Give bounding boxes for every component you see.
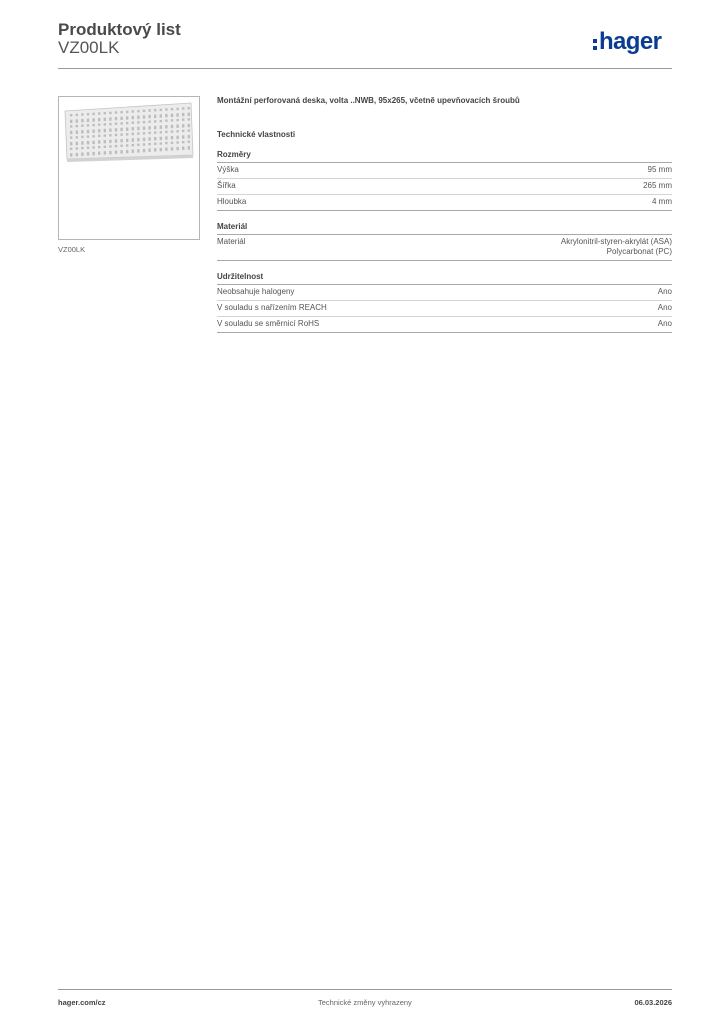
- page-title: Produktový list: [58, 20, 181, 39]
- hager-logo: [593, 28, 661, 56]
- spec-label: Materiál: [217, 237, 246, 246]
- technical-heading: Technické vlastnosti: [217, 130, 296, 139]
- spec-row: [217, 301, 672, 317]
- spec-value: Ano: [657, 287, 672, 296]
- section-title: Rozměry: [217, 150, 672, 163]
- spec-value: 95 mm: [647, 165, 672, 174]
- spec-value-line: Polycarbonat (PC): [606, 247, 672, 256]
- spec-row: [217, 195, 672, 211]
- section-title: Udržitelnost: [217, 272, 672, 285]
- section-title: Materiál: [217, 222, 672, 235]
- spec-row: [217, 235, 672, 261]
- spec-label: Výška: [217, 165, 239, 174]
- spec-label: Neobsahuje halogeny: [217, 287, 295, 296]
- product-code: VZ00LK: [58, 38, 120, 57]
- footer-website: hager.com/cz: [58, 998, 106, 1007]
- product-details: [217, 96, 672, 333]
- section-sustainability: [217, 272, 672, 333]
- spec-value: 265 mm: [643, 181, 672, 190]
- logo-colon-icon: [593, 39, 597, 50]
- perforated-mounting-plate-image: [59, 97, 201, 241]
- spec-label: Hloubka: [217, 197, 247, 206]
- spec-row: [217, 163, 672, 179]
- section-material: [217, 222, 672, 261]
- logo-text: hager: [599, 28, 662, 55]
- footer-date: 06.03.2026: [634, 998, 672, 1007]
- footer-notice: Technické změny vyhrazeny: [318, 998, 412, 1007]
- product-description: Montážní perforovaná deska, volta ..NWB, 95x265, včetně upevňovacích šroubů: [217, 96, 520, 105]
- footer-divider: [58, 989, 672, 990]
- spec-row: [217, 285, 672, 301]
- spec-value: Ano: [657, 303, 672, 312]
- spec-row: [217, 317, 672, 333]
- product-image: [58, 96, 200, 240]
- spec-value: 4 mm: [652, 197, 672, 206]
- section-dimensions: [217, 150, 672, 211]
- spec-row: [217, 179, 672, 195]
- spec-label: V souladu se směrnicí RoHS: [217, 319, 320, 328]
- spec-value: [561, 237, 672, 257]
- spec-label: Šířka: [217, 181, 236, 190]
- product-image-caption: VZ00LK: [58, 245, 86, 254]
- spec-value-line: Akrylonitril-styren-akrylát (ASA): [560, 237, 672, 246]
- header-divider: [58, 68, 672, 69]
- spec-value: Ano: [657, 319, 672, 328]
- spec-label: V souladu s nařízením REACH: [217, 303, 327, 312]
